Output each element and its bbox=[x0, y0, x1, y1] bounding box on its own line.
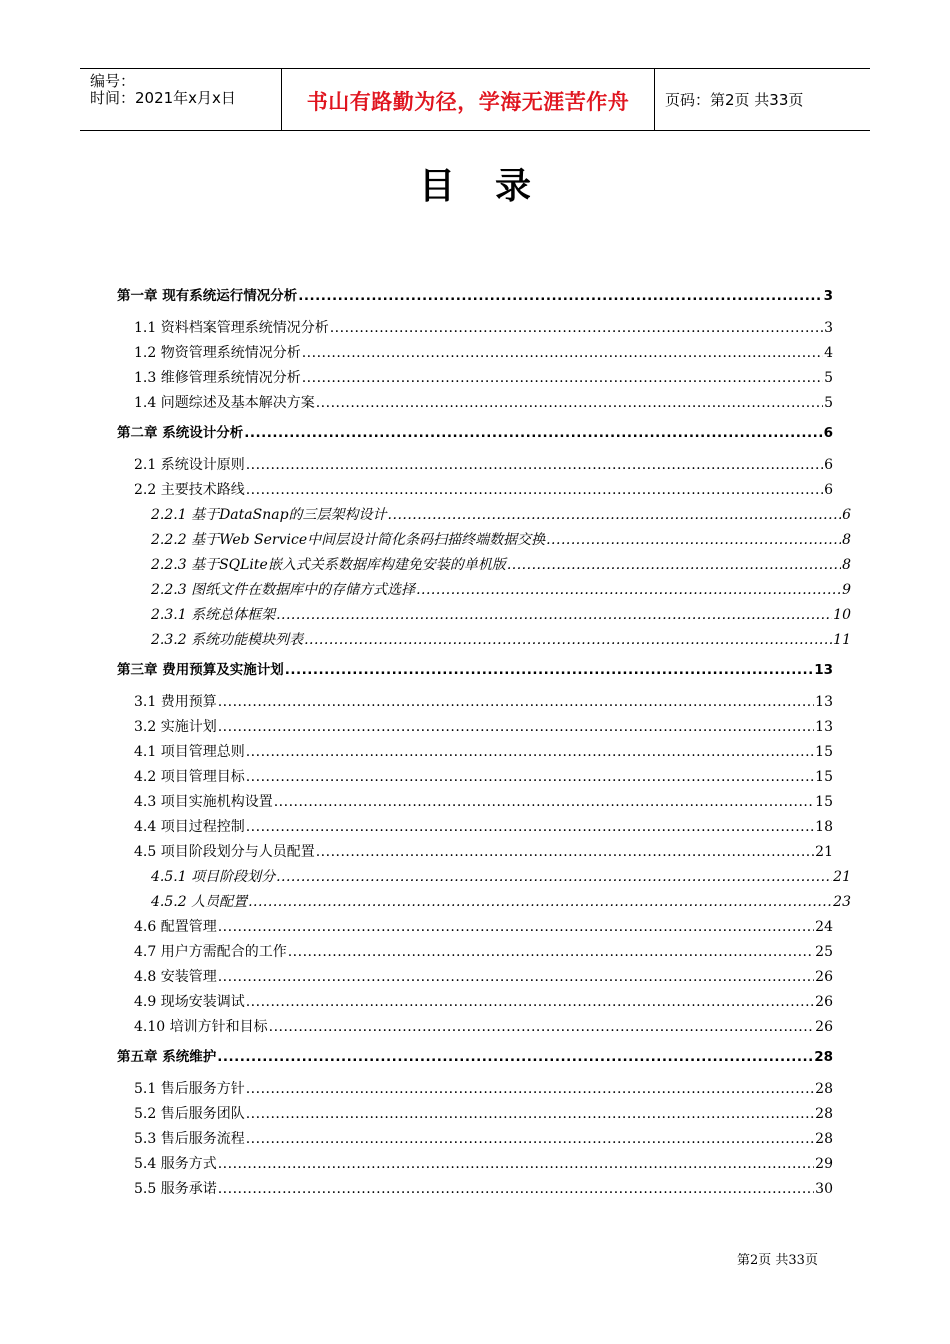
toc-entry[interactable] bbox=[117, 990, 833, 1015]
toc-leader-dots bbox=[274, 790, 814, 815]
toc-entry-page: 3 bbox=[824, 320, 833, 336]
toc-entry[interactable] bbox=[117, 316, 833, 341]
toc-entry-label: 第三章 费用预算及实施计划 bbox=[117, 662, 284, 678]
toc-leader-dots bbox=[246, 990, 814, 1015]
toc-leader-dots bbox=[218, 715, 814, 740]
toc-entry-page: 18 bbox=[815, 819, 833, 835]
toc-leader-dots bbox=[288, 940, 814, 965]
toc-entry-label: 5.5 服务承诺 bbox=[134, 1181, 217, 1197]
toc-entry-page: 11 bbox=[833, 632, 851, 648]
toc-entry-page: 9 bbox=[842, 582, 851, 598]
toc-entry-label: 第一章 现有系统运行情况分析 bbox=[117, 288, 298, 304]
toc-leader-dots bbox=[246, 478, 823, 503]
toc-leader-dots bbox=[330, 316, 823, 341]
toc-entry[interactable] bbox=[117, 715, 833, 740]
toc-chapter-entry[interactable] bbox=[117, 420, 833, 447]
toc-entry-page: 28 bbox=[815, 1081, 833, 1097]
toc-entry-page: 28 bbox=[815, 1106, 833, 1122]
toc-entry-page: 30 bbox=[815, 1181, 833, 1197]
toc-leader-dots bbox=[244, 420, 822, 447]
toc-entry-page: 23 bbox=[833, 894, 851, 910]
toc-leader-dots bbox=[246, 765, 814, 790]
table-of-contents bbox=[117, 283, 851, 1202]
toc-entry-label: 2.2.1 基于DataSnap的三层架构设计 bbox=[151, 507, 387, 523]
toc-entry[interactable] bbox=[117, 865, 851, 890]
toc-leader-dots bbox=[218, 1177, 814, 1202]
toc-entry-page: 26 bbox=[815, 994, 833, 1010]
toc-leader-dots bbox=[316, 391, 823, 416]
toc-entry-label: 第五章 系统维护 bbox=[117, 1049, 217, 1065]
toc-leader-dots bbox=[316, 840, 814, 865]
toc-entry[interactable] bbox=[117, 553, 851, 578]
toc-entry-page: 24 bbox=[815, 919, 833, 935]
toc-entry[interactable] bbox=[117, 578, 851, 603]
toc-chapter-entry[interactable] bbox=[117, 283, 833, 310]
toc-entry-label: 5.1 售后服务方针 bbox=[134, 1081, 245, 1097]
toc-entry-label: 4.6 配置管理 bbox=[134, 919, 217, 935]
toc-entry-label: 1.2 物资管理系统情况分析 bbox=[134, 345, 301, 361]
toc-entry-label: 2.2.3 基于SQLite嵌入式关系数据库构建免安装的单机版 bbox=[151, 557, 506, 573]
toc-entry-label: 4.1 项目管理总则 bbox=[134, 744, 245, 760]
toc-entry-page: 13 bbox=[815, 694, 833, 710]
toc-entry-label: 2.2.3 图纸文件在数据库中的存储方式选择 bbox=[151, 582, 416, 598]
toc-leader-dots bbox=[546, 528, 841, 553]
toc-entry-page: 8 bbox=[842, 532, 851, 548]
toc-entry-label: 2.2 主要技术路线 bbox=[134, 482, 245, 498]
toc-chapter-entry[interactable] bbox=[117, 1044, 833, 1071]
toc-leader-dots bbox=[298, 283, 822, 310]
toc-entry[interactable] bbox=[117, 940, 833, 965]
toc-entry[interactable] bbox=[117, 503, 851, 528]
toc-leader-dots bbox=[246, 815, 814, 840]
toc-entry-page: 28 bbox=[815, 1131, 833, 1147]
toc-entry-label: 5.4 服务方式 bbox=[134, 1156, 217, 1172]
toc-entry[interactable] bbox=[117, 1102, 833, 1127]
toc-entry[interactable] bbox=[117, 478, 833, 503]
toc-entry-label: 2.1 系统设计原则 bbox=[134, 457, 245, 473]
toc-entry-page: 8 bbox=[842, 557, 851, 573]
toc-entry-label: 4.5 项目阶段划分与人员配置 bbox=[134, 844, 315, 860]
toc-entry-page: 13 bbox=[814, 662, 833, 678]
toc-leader-dots bbox=[246, 740, 814, 765]
toc-entry-page: 21 bbox=[815, 844, 833, 860]
toc-entry[interactable] bbox=[117, 366, 833, 391]
toc-entry[interactable] bbox=[117, 840, 833, 865]
toc-leader-dots bbox=[246, 1077, 814, 1102]
toc-entry[interactable] bbox=[117, 890, 851, 915]
toc-entry[interactable] bbox=[117, 528, 851, 553]
toc-leader-dots bbox=[218, 915, 814, 940]
toc-entry-label: 4.2 项目管理目标 bbox=[134, 769, 245, 785]
toc-leader-dots bbox=[276, 603, 832, 628]
toc-entry[interactable] bbox=[117, 1077, 833, 1102]
toc-entry[interactable] bbox=[117, 628, 851, 653]
toc-entry-page: 29 bbox=[815, 1156, 833, 1172]
toc-entry-label: 4.8 安装管理 bbox=[134, 969, 217, 985]
toc-entry-page: 21 bbox=[833, 869, 851, 885]
toc-leader-dots bbox=[276, 865, 832, 890]
toc-leader-dots bbox=[269, 1015, 815, 1040]
toc-entry-page: 4 bbox=[824, 345, 833, 361]
toc-entry-page: 5 bbox=[824, 395, 833, 411]
toc-entry-label: 4.4 项目过程控制 bbox=[134, 819, 245, 835]
toc-entry-label: 1.3 维修管理系统情况分析 bbox=[134, 370, 301, 386]
toc-entry[interactable] bbox=[117, 1015, 833, 1040]
toc-entry-page: 13 bbox=[815, 719, 833, 735]
toc-entry-page: 6 bbox=[842, 507, 851, 523]
toc-leader-dots bbox=[285, 657, 814, 684]
toc-leader-dots bbox=[218, 690, 814, 715]
toc-leader-dots bbox=[388, 503, 842, 528]
toc-entry-page: 26 bbox=[815, 1019, 833, 1035]
toc-entry[interactable] bbox=[117, 453, 833, 478]
document-number-label: 编号： bbox=[90, 72, 136, 90]
toc-entry-label: 4.10 培训方针和目标 bbox=[134, 1019, 268, 1035]
toc-entry-page: 15 bbox=[815, 769, 833, 785]
toc-entry-page: 26 bbox=[815, 969, 833, 985]
toc-leader-dots bbox=[302, 341, 823, 366]
toc-entry-label: 2.3.1 系统总体框架 bbox=[151, 607, 276, 623]
page-title: 目录 bbox=[418, 166, 571, 207]
document-time-label: 时间：2021年x月x日 bbox=[90, 89, 236, 107]
toc-entry-label: 2.2.2 基于Web Service中间层设计简化条码扫描终端数据交换 bbox=[151, 532, 546, 548]
toc-leader-dots bbox=[248, 890, 832, 915]
header-motto: 书山有路勤为径，学海无涯苦作舟 bbox=[306, 90, 630, 114]
toc-entry-label: 2.3.2 系统功能模块列表 bbox=[151, 632, 304, 648]
toc-leader-dots bbox=[302, 366, 823, 391]
toc-entry[interactable] bbox=[117, 1127, 833, 1152]
toc-entry[interactable] bbox=[117, 341, 833, 366]
toc-entry[interactable] bbox=[117, 391, 833, 416]
toc-entry[interactable] bbox=[117, 740, 833, 765]
header-motto-cell bbox=[282, 69, 655, 130]
toc-entry-label: 4.3 项目实施机构设置 bbox=[134, 794, 273, 810]
toc-entry[interactable] bbox=[117, 815, 833, 840]
toc-entry[interactable] bbox=[117, 1177, 833, 1202]
toc-chapter-entry[interactable] bbox=[117, 657, 833, 684]
document-header bbox=[80, 68, 870, 131]
page-footer: 第2页 共33页 bbox=[737, 1253, 818, 1268]
toc-entry[interactable] bbox=[117, 915, 833, 940]
toc-entry[interactable] bbox=[117, 603, 851, 628]
toc-entry-label: 第二章 系统设计分析 bbox=[117, 425, 244, 441]
toc-entry[interactable] bbox=[117, 765, 833, 790]
toc-leader-dots bbox=[217, 1044, 813, 1071]
toc-entry-page: 28 bbox=[814, 1049, 833, 1065]
toc-entry-page: 25 bbox=[815, 944, 833, 960]
header-meta-cell bbox=[80, 69, 282, 130]
toc-entry-page: 3 bbox=[823, 288, 833, 304]
toc-entry-page: 15 bbox=[815, 794, 833, 810]
toc-entry-label: 4.7 用户方需配合的工作 bbox=[134, 944, 287, 960]
toc-entry-label: 4.9 现场安装调试 bbox=[134, 994, 245, 1010]
toc-leader-dots bbox=[218, 1152, 814, 1177]
toc-entry-page: 15 bbox=[815, 744, 833, 760]
toc-entry-label: 3.1 费用预算 bbox=[134, 694, 217, 710]
toc-entry-page: 6 bbox=[824, 482, 833, 498]
toc-entry-page: 6 bbox=[823, 425, 833, 441]
toc-entry-label: 4.5.1 项目阶段划分 bbox=[151, 869, 276, 885]
toc-leader-dots bbox=[416, 578, 841, 603]
toc-leader-dots bbox=[246, 1102, 814, 1127]
header-page-label: 页码：第2页 共33页 bbox=[665, 91, 804, 109]
toc-leader-dots bbox=[507, 553, 841, 578]
toc-entry[interactable] bbox=[117, 690, 833, 715]
toc-entry-page: 10 bbox=[833, 607, 851, 623]
toc-entry[interactable] bbox=[117, 1152, 833, 1177]
toc-entry-label: 3.2 实施计划 bbox=[134, 719, 217, 735]
toc-entry-label: 4.5.2 人员配置 bbox=[151, 894, 248, 910]
toc-entry-page: 6 bbox=[824, 457, 833, 473]
toc-entry-page: 5 bbox=[824, 370, 833, 386]
toc-leader-dots bbox=[246, 1127, 814, 1152]
toc-leader-dots bbox=[218, 965, 814, 990]
header-page-cell bbox=[655, 69, 870, 130]
toc-entry-label: 1.1 资料档案管理系统情况分析 bbox=[134, 320, 329, 336]
toc-entry[interactable] bbox=[117, 965, 833, 990]
toc-leader-dots bbox=[246, 453, 823, 478]
toc-entry-label: 1.4 问题综述及基本解决方案 bbox=[134, 395, 315, 411]
toc-entry-label: 5.2 售后服务团队 bbox=[134, 1106, 245, 1122]
toc-entry[interactable] bbox=[117, 790, 833, 815]
toc-leader-dots bbox=[304, 628, 832, 653]
toc-entry-label: 5.3 售后服务流程 bbox=[134, 1131, 245, 1147]
